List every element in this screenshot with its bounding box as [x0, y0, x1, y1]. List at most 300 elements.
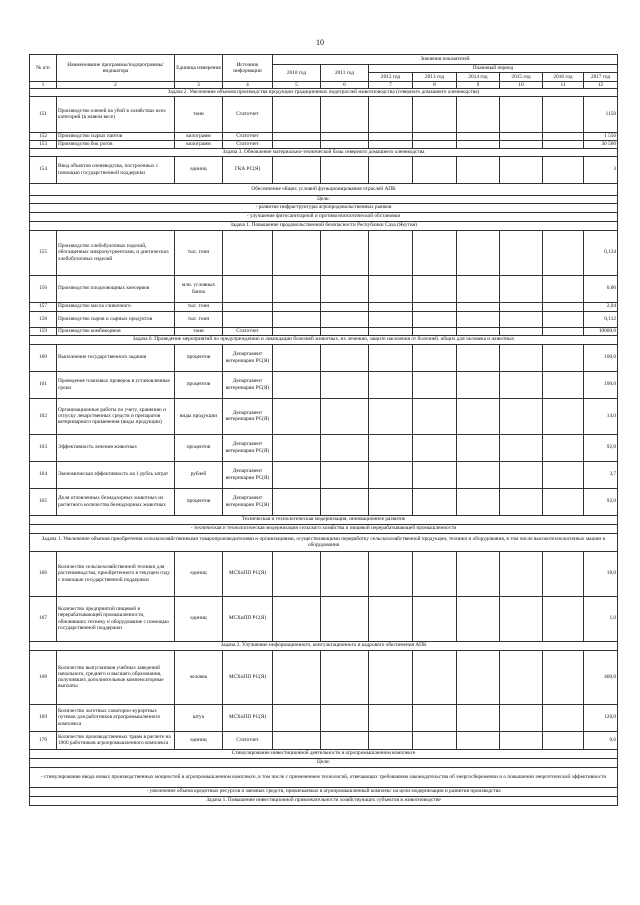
value-cell-empty [321, 461, 369, 488]
section-heading: Цели: [30, 758, 618, 767]
row-number: 153 [30, 140, 57, 148]
section-row [30, 533, 618, 551]
value-cell-empty [321, 434, 369, 461]
value-cell-empty [457, 488, 500, 515]
col-number: 2 [57, 82, 175, 89]
value-cell-empty [321, 488, 369, 515]
value-cell-empty [413, 434, 457, 461]
section-heading: Задача 2. Увеличение объемов производства продукции традиционных подотраслей животноводства (северного домашнего оленеводства) [30, 89, 618, 96]
value-cell-empty [369, 461, 413, 488]
value-cell-empty [273, 371, 321, 398]
unit-cell: процентов [175, 434, 223, 461]
value-cell-empty [413, 327, 457, 335]
value-cell-empty [321, 327, 369, 335]
value-cell-empty [413, 230, 457, 275]
value-cell-empty [543, 434, 584, 461]
table-row [30, 461, 618, 488]
table-row [30, 311, 618, 327]
section-row [30, 335, 618, 344]
row-number: 160 [30, 344, 57, 371]
value-cell-empty [500, 596, 543, 641]
value-cell-empty [457, 311, 500, 327]
source-cell: Департамент ветеринарии РС(Я) [223, 398, 273, 434]
section-heading: Обеспечение общих условий функционирования отраслей АПК [30, 183, 618, 195]
header-year: 2011 год [321, 65, 369, 82]
value-2017: 460,0 [584, 650, 618, 704]
value-cell-empty [273, 398, 321, 434]
value-cell-empty [457, 398, 500, 434]
section-row [30, 641, 618, 650]
source-cell: ГКА РС(Я) [223, 156, 273, 183]
value-cell-empty [321, 371, 369, 398]
value-2017: 100,0 [584, 371, 618, 398]
row-number: 169 [30, 704, 57, 731]
table-row [30, 398, 618, 434]
value-cell-empty [543, 344, 584, 371]
section-row [30, 148, 618, 156]
table-row [30, 434, 618, 461]
value-cell-empty [500, 488, 543, 515]
value-cell-empty [369, 551, 413, 596]
col-number: 8 [413, 82, 457, 89]
table-row [30, 96, 618, 132]
value-cell-empty [500, 650, 543, 704]
section-heading: Задача 3. Обновление материально-технической базы северного домашнего оленеводства [30, 148, 618, 156]
section-row [30, 796, 618, 805]
section-row [30, 749, 618, 758]
value-cell-empty [413, 311, 457, 327]
value-cell-empty [321, 302, 369, 311]
value-2017: 3 [584, 156, 618, 183]
value-cell-empty [457, 230, 500, 275]
unit-cell: единиц [175, 596, 223, 641]
value-cell-empty [457, 650, 500, 704]
page-number: 10 [316, 38, 324, 47]
value-cell-empty [457, 140, 500, 148]
value-cell-empty [500, 156, 543, 183]
table-row [30, 344, 618, 371]
table-row [30, 731, 618, 749]
value-2017: 14,0 [584, 398, 618, 434]
value-cell-empty [369, 488, 413, 515]
unit-cell: единиц [175, 551, 223, 596]
value-cell-empty [500, 132, 543, 140]
value-cell-empty [273, 596, 321, 641]
value-cell-empty [413, 551, 457, 596]
row-number: 165 [30, 488, 57, 515]
table-row [30, 302, 618, 311]
value-cell-empty [457, 132, 500, 140]
value-cell-empty [413, 132, 457, 140]
source-cell: Департамент ветеринарии РС(Я) [223, 344, 273, 371]
value-cell-empty [413, 650, 457, 704]
value-cell-empty [273, 140, 321, 148]
section-heading: Техническая и технологическая модернизация, инновационное развитие [30, 515, 618, 524]
value-cell-empty [413, 731, 457, 749]
value-cell-empty [543, 132, 584, 140]
header-unit: Единица измерения [175, 55, 223, 82]
value-cell-empty [543, 96, 584, 132]
value-cell-empty [413, 302, 457, 311]
section-row [30, 183, 618, 195]
value-cell-empty [321, 230, 369, 275]
value-cell-empty [500, 704, 543, 731]
table-row [30, 140, 618, 148]
value-cell-empty [457, 461, 500, 488]
unit-cell: млн. условных банок [175, 275, 223, 302]
col-number: 4 [223, 82, 273, 89]
value-cell-empty [369, 731, 413, 749]
unit-cell: процентов [175, 371, 223, 398]
value-cell-empty [457, 434, 500, 461]
source-cell [223, 230, 273, 275]
source-cell: Статотчет [223, 140, 273, 148]
source-cell [223, 311, 273, 327]
col-number: 5 [273, 82, 321, 89]
source-cell: Статотчет [223, 96, 273, 132]
indicator-name: Количество выпускников учебных заведений начального, среднего и высшего образования, получивших дополнительные компенсаторные выплаты [57, 650, 175, 704]
header-source: Источник информации [223, 55, 273, 82]
value-cell-empty [273, 327, 321, 335]
table-row [30, 275, 618, 302]
value-cell-empty [369, 327, 413, 335]
unit-cell: человек [175, 650, 223, 704]
value-cell-empty [543, 275, 584, 302]
header-year: 2015 год [500, 73, 543, 82]
col-number: 1 [30, 82, 57, 89]
indicator-name: Производство комбикормов [57, 327, 175, 335]
value-cell-empty [273, 156, 321, 183]
value-cell-empty [273, 488, 321, 515]
source-cell: Статотчет [223, 731, 273, 749]
value-cell-empty [369, 156, 413, 183]
value-2017: 1 550 [584, 132, 618, 140]
value-cell-empty [273, 551, 321, 596]
value-cell-empty [273, 311, 321, 327]
value-cell-empty [500, 311, 543, 327]
unit-cell: тонн [175, 96, 223, 132]
value-cell-empty [543, 311, 584, 327]
row-number: 157 [30, 302, 57, 311]
value-cell-empty [273, 344, 321, 371]
value-2017: 30 500 [584, 140, 618, 148]
source-cell [223, 275, 273, 302]
value-2017: 0,06 [584, 275, 618, 302]
value-cell-empty [321, 596, 369, 641]
value-cell-empty [369, 344, 413, 371]
col-number: 10 [500, 82, 543, 89]
value-cell-empty [457, 275, 500, 302]
value-cell-empty [543, 731, 584, 749]
value-cell-empty [500, 731, 543, 749]
unit-cell: процентов [175, 344, 223, 371]
value-cell-empty [369, 398, 413, 434]
col-number: 12 [584, 82, 618, 89]
source-cell: Департамент ветеринарии РС(Я) [223, 488, 273, 515]
value-cell-empty [413, 344, 457, 371]
section-heading: - увеличение объема кредитных ресурсов и заемных средств, привлекаемых в агропромышленный комплекс на цели модернизации и развития производства [30, 787, 618, 796]
header-num: № п/п [30, 55, 57, 82]
col-number: 11 [543, 82, 584, 89]
row-number: 164 [30, 461, 57, 488]
value-cell-empty [413, 371, 457, 398]
value-cell-empty [369, 311, 413, 327]
value-cell-empty [369, 96, 413, 132]
value-2017: 92,0 [584, 434, 618, 461]
section-row [30, 767, 618, 787]
unit-cell: штук [175, 704, 223, 731]
value-2017: 100,0 [584, 344, 618, 371]
row-number: 163 [30, 434, 57, 461]
row-number: 166 [30, 551, 57, 596]
header-year: 2016 год [543, 73, 584, 82]
value-2017: 10000,0 [584, 327, 618, 335]
value-cell-empty [500, 398, 543, 434]
value-cell-empty [543, 461, 584, 488]
header-year: 2010 год [273, 65, 321, 82]
value-cell-empty [273, 275, 321, 302]
value-cell-empty [273, 230, 321, 275]
value-cell-empty [369, 132, 413, 140]
header-year: 2014 год [457, 73, 500, 82]
value-cell-empty [273, 302, 321, 311]
section-row [30, 221, 618, 230]
value-cell-empty [413, 156, 457, 183]
value-2017: 3,7 [584, 461, 618, 488]
indicator-name: Производство сыров и сырных продуктов [57, 311, 175, 327]
row-number: 155 [30, 230, 57, 275]
value-cell-empty [321, 140, 369, 148]
table-row [30, 551, 618, 596]
table-row [30, 327, 618, 335]
unit-cell: тыс. тонн [175, 230, 223, 275]
value-cell-empty [413, 140, 457, 148]
value-cell-empty [457, 344, 500, 371]
indicator-name: Выполнение государственного задания [57, 344, 175, 371]
value-cell-empty [321, 650, 369, 704]
source-cell: Департамент ветеринарии РС(Я) [223, 371, 273, 398]
value-cell-empty [457, 327, 500, 335]
value-cell-empty [543, 704, 584, 731]
unit-cell: килограмм [175, 140, 223, 148]
row-number: 158 [30, 311, 57, 327]
source-cell: Статотчет [223, 327, 273, 335]
unit-cell: рублей [175, 461, 223, 488]
table-row [30, 230, 618, 275]
value-cell-empty [500, 371, 543, 398]
value-cell-empty [500, 302, 543, 311]
value-2017: 18,0 [584, 551, 618, 596]
col-number: 3 [175, 82, 223, 89]
value-cell-empty [500, 275, 543, 302]
indicator-name: Производство оленей на убой в хозяйствах всех категорий (в живом весе) [57, 96, 175, 132]
value-cell-empty [413, 704, 457, 731]
value-cell-empty [500, 140, 543, 148]
section-heading: Задача 6. Проведение мероприятий по предупреждению и ликвидации болезней животных, их лечению, защите населения от болезней, общих для человека и животных [30, 335, 618, 344]
row-number: 167 [30, 596, 57, 641]
value-cell-empty [321, 156, 369, 183]
source-cell: МСХиПП РС(Я) [223, 650, 273, 704]
header-values-title: Значения показателей [273, 55, 618, 65]
value-cell-empty [369, 140, 413, 148]
value-cell-empty [321, 704, 369, 731]
indicator-name: Количество льготных санаторно-курортных путевок для работников агропромышленного комплекса [57, 704, 175, 731]
table-row [30, 156, 618, 183]
row-number: 152 [30, 132, 57, 140]
value-cell-empty [500, 230, 543, 275]
value-cell-empty [273, 96, 321, 132]
value-cell-empty [457, 371, 500, 398]
value-cell-empty [273, 132, 321, 140]
value-cell-empty [273, 434, 321, 461]
value-2017: 2,04 [584, 302, 618, 311]
source-cell: МСХиПП РС(Я) [223, 704, 273, 731]
value-cell-empty [457, 704, 500, 731]
section-heading: Задача 1. Увеличение объемов приобретения сельскохозяйственными товаропроизводителями и организациями, осуществляющими переработку сельскохозяйственной продукции, техники и оборудования, в том числе высокотехнологичных машин и оборудования [30, 533, 618, 551]
header-year: 2012 год [369, 73, 413, 82]
value-cell-empty [369, 275, 413, 302]
value-2017: 0,6 [584, 731, 618, 749]
value-cell-empty [413, 96, 457, 132]
indicator-name: Производство масла сливочного [57, 302, 175, 311]
value-cell-empty [457, 551, 500, 596]
value-cell-empty [369, 230, 413, 275]
value-cell-empty [543, 302, 584, 311]
section-heading: - развитие инфраструктуры агропродовольственных рынков [30, 203, 618, 212]
source-cell [223, 302, 273, 311]
value-cell-empty [273, 731, 321, 749]
value-cell-empty [413, 398, 457, 434]
value-cell-empty [457, 731, 500, 749]
value-cell-empty [500, 96, 543, 132]
table-row [30, 371, 618, 398]
value-cell-empty [457, 302, 500, 311]
unit-cell: единиц [175, 156, 223, 183]
source-cell: Департамент ветеринарии РС(Я) [223, 434, 273, 461]
row-number: 154 [30, 156, 57, 183]
indicator-name: Производство плодоовощных консервов [57, 275, 175, 302]
value-cell-empty [369, 434, 413, 461]
value-cell-empty [543, 488, 584, 515]
indicator-name: Количество сельскохозяйственной техники для растениеводства, приобретенного в текущем году с помощью государственной поддержки [57, 551, 175, 596]
unit-cell: процентов [175, 488, 223, 515]
row-number: 162 [30, 398, 57, 434]
section-heading: Задача 1. Повышение инвестиционной привлекательности хозяйствующих субъектов в животноводстве [30, 796, 618, 805]
source-cell: Статотчет [223, 132, 273, 140]
value-cell-empty [500, 434, 543, 461]
value-cell-empty [543, 596, 584, 641]
row-number: 159 [30, 327, 57, 335]
source-cell: МСХиПП РС(Я) [223, 551, 273, 596]
value-cell-empty [500, 344, 543, 371]
value-cell-empty [543, 650, 584, 704]
indicator-name: Доля отловленных безнадзорных животных из расчетного количества безнадзорных животных [57, 488, 175, 515]
section-heading: - улучшение фитосанитарной и противоэпизоотической обстановки [30, 212, 618, 221]
value-cell-empty [369, 650, 413, 704]
indicator-name: Ввод объектов оленеводства, построенных с помощью государственной поддержки [57, 156, 175, 183]
indicator-name: Экономическая эффективность на 1 рубль затрат [57, 461, 175, 488]
indicator-name: Производство бок рогов [57, 140, 175, 148]
value-cell-empty [369, 302, 413, 311]
section-heading: Задача 1. Повышение продовольственной безопасности Республики Саха (Якутия) [30, 221, 618, 230]
header-name: Наименование программы/подпрограммы/индикатора [57, 55, 175, 82]
col-number: 9 [457, 82, 500, 89]
value-2017: 120,0 [584, 704, 618, 731]
unit-cell: виды продукции [175, 398, 223, 434]
value-cell-empty [543, 327, 584, 335]
section-row [30, 787, 618, 796]
table-row [30, 704, 618, 731]
value-2017: 92,0 [584, 488, 618, 515]
section-row [30, 203, 618, 212]
header-year: 2013 год [413, 73, 457, 82]
value-cell-empty [369, 371, 413, 398]
value-cell-empty [273, 461, 321, 488]
value-cell-empty [321, 344, 369, 371]
source-cell: МСХиПП РС(Я) [223, 596, 273, 641]
value-cell-empty [413, 461, 457, 488]
unit-cell: тонн [175, 327, 223, 335]
row-number: 151 [30, 96, 57, 132]
value-cell-empty [500, 551, 543, 596]
unit-cell: килограмм [175, 132, 223, 140]
col-number: 6 [321, 82, 369, 89]
value-2017: 0,112 [584, 311, 618, 327]
indicator-name: Количество производственных травм в расчете на 1000 работников агропромышленного комплекса [57, 731, 175, 749]
value-2017: 0,134 [584, 230, 618, 275]
source-cell: Департамент ветеринарии РС(Я) [223, 461, 273, 488]
section-row [30, 758, 618, 767]
value-cell-empty [457, 156, 500, 183]
section-row [30, 195, 618, 203]
table-row [30, 488, 618, 515]
section-row [30, 515, 618, 524]
section-heading: Стимулирование инвестиционной деятельности в агропромышленном комплексе [30, 749, 618, 758]
value-cell-empty [413, 275, 457, 302]
value-cell-empty [321, 731, 369, 749]
section-row [30, 524, 618, 533]
value-cell-empty [413, 596, 457, 641]
value-cell-empty [543, 140, 584, 148]
col-number: 7 [369, 82, 413, 89]
value-cell-empty [321, 398, 369, 434]
row-number: 168 [30, 650, 57, 704]
table-row [30, 650, 618, 704]
value-cell-empty [321, 551, 369, 596]
unit-cell: тыс. тонн [175, 311, 223, 327]
unit-cell: тыс. тонн [175, 302, 223, 311]
value-cell-empty [457, 596, 500, 641]
value-cell-empty [543, 230, 584, 275]
section-heading: Цель: [30, 195, 618, 203]
value-cell-empty [543, 156, 584, 183]
value-cell-empty [321, 132, 369, 140]
indicators-table [29, 54, 618, 806]
row-number: 156 [30, 275, 57, 302]
header-year: 2017 год [584, 73, 618, 82]
table-row [30, 132, 618, 140]
indicator-name: Эффективность лечения животных [57, 434, 175, 461]
value-cell-empty [273, 650, 321, 704]
value-cell-empty [413, 488, 457, 515]
value-cell-empty [543, 371, 584, 398]
section-row [30, 212, 618, 221]
section-heading: - стимулирование ввода новых производственных мощностей в агропромышленном комплексе, в том числе с применением технологий, отвечающих требованиям законодательства об энергосбережении и о повышении энергетической эффективности [30, 767, 618, 787]
value-cell-empty [369, 704, 413, 731]
row-number: 161 [30, 371, 57, 398]
value-cell-empty [273, 704, 321, 731]
section-heading: - техническая и технологическая модернизация сельского хозяйства и пищевой перерабатывающей промышленности [30, 524, 618, 533]
